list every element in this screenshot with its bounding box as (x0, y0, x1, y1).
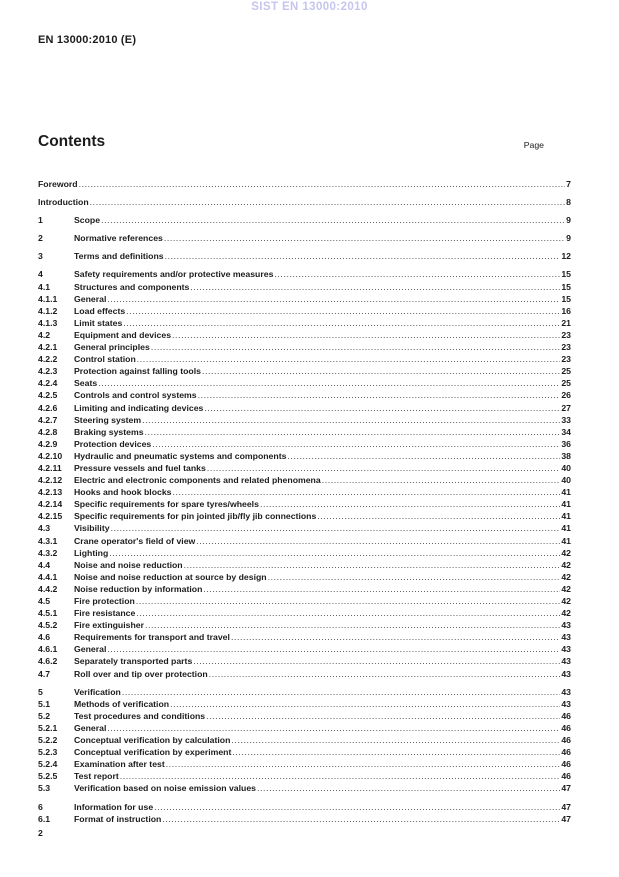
toc-entry-page: 34 (561, 426, 571, 437)
toc-entry-page: 42 (561, 608, 571, 619)
toc-entry-title: Normative references (74, 233, 163, 244)
toc-dot-leader (173, 486, 561, 498)
toc-entry-number: 4.2.14 (38, 499, 63, 510)
toc-entry-number: 4.2.3 (38, 366, 58, 377)
toc-entry-title: Roll over and tip over protection (74, 668, 208, 679)
toc-entry-page: 42 (561, 571, 571, 582)
toc-dot-leader (317, 510, 560, 522)
toc-entry[interactable] (38, 389, 571, 401)
toc-entry-title: Terms and definitions (74, 251, 164, 262)
toc-entry-page: 15 (561, 281, 571, 292)
toc-entry-page: 42 (561, 547, 571, 558)
toc-entry-page: 12 (561, 251, 571, 262)
toc-entry-number: 4.2.4 (38, 378, 58, 389)
toc-entry-number: 5.2.2 (38, 735, 58, 746)
toc-entry-number: 4.6.1 (38, 644, 58, 655)
toc-dot-leader (120, 770, 561, 782)
toc-entry-title: Verification based on noise emission values (74, 783, 257, 794)
toc-entry-number: 4.4 (38, 559, 51, 570)
toc-entry[interactable] (38, 305, 571, 317)
toc-entry-title: Specific requirements for pin jointed jib/fly jib connections (74, 511, 317, 522)
toc-dot-leader (107, 643, 560, 655)
toc-entry[interactable] (38, 486, 571, 498)
page-column-label: Page (523, 140, 544, 150)
toc-entry-page: 46 (561, 735, 571, 746)
toc-entry-number: 4.2.6 (38, 402, 58, 413)
toc-entry[interactable] (38, 232, 571, 244)
toc-dot-leader (145, 426, 561, 438)
toc-entry[interactable] (38, 734, 571, 746)
toc-dot-leader (209, 668, 561, 680)
contents-title: Contents (38, 133, 106, 150)
toc-dot-leader (274, 268, 560, 280)
toc-entry[interactable] (38, 462, 571, 474)
toc-entry-title: Conceptual verification by calculation (74, 735, 231, 746)
page-number: 2 (38, 828, 43, 838)
toc-entry[interactable] (38, 365, 571, 377)
toc-entry-number: 4.2.1 (38, 342, 58, 353)
toc-entry[interactable] (38, 377, 571, 389)
toc-entry-title: Fire extinguisher (74, 620, 145, 631)
toc-dot-leader (207, 462, 560, 474)
toc-entry[interactable] (38, 782, 571, 794)
toc-dot-leader (165, 250, 561, 262)
toc-entry-number: 6.1 (38, 813, 51, 824)
toc-entry-title: Scope (74, 215, 101, 226)
toc-dot-leader (137, 353, 561, 365)
toc-entry-title: Crane operator's field of view (74, 535, 196, 546)
toc-dot-leader (184, 559, 561, 571)
toc-entry[interactable] (38, 631, 571, 643)
toc-dot-leader (202, 365, 560, 377)
toc-entry-number: 4.3 (38, 523, 51, 534)
toc-entry-page: 15 (561, 269, 571, 280)
toc-entry-number: 4.2.9 (38, 438, 58, 449)
toc-dot-leader (196, 535, 560, 547)
toc-entry-page: 46 (561, 722, 571, 733)
toc-entry[interactable] (38, 547, 571, 559)
toc-entry-page: 41 (561, 487, 571, 498)
toc-dot-leader (111, 522, 561, 534)
toc-entry-title: Lighting (74, 547, 109, 558)
toc-entry[interactable] (38, 583, 571, 595)
toc-dot-leader (172, 329, 560, 341)
toc-dot-leader (193, 655, 560, 667)
toc-entry-page: 41 (561, 523, 571, 534)
toc-entry-page: 43 (561, 620, 571, 631)
toc-entry-page: 9 (566, 215, 571, 226)
toc-entry-page: 42 (561, 559, 571, 570)
toc-entry-number: 6 (38, 801, 43, 812)
toc-entry-title: Pressure vessels and fuel tanks (74, 462, 206, 473)
toc-entry-number: 4.2 (38, 329, 51, 340)
toc-entry-title: Limiting and indicating devices (74, 402, 204, 413)
toc-entry-number: 4.2.12 (38, 475, 63, 486)
toc-entry-title: Steering system (74, 414, 142, 425)
toc-dot-leader (136, 607, 560, 619)
toc-entry-title: General (74, 644, 107, 655)
toc-dot-leader (231, 734, 560, 746)
toc-entry-page: 42 (561, 596, 571, 606)
toc-entry-number: 5.3 (38, 783, 51, 794)
toc-entry-number: 4 (38, 269, 43, 280)
toc-entry-number: 5.2.5 (38, 771, 58, 782)
toc-entry-number: 2 (38, 233, 43, 244)
toc-entry-number: 4.2.15 (38, 511, 63, 522)
toc-entry-title: Fire resistance (74, 608, 136, 619)
toc-entry[interactable] (38, 178, 571, 190)
toc-entry-title: Test report (74, 771, 119, 782)
toc-entry-page: 16 (561, 305, 571, 316)
toc-entry-title: Hydraulic and pneumatic systems and components (74, 450, 287, 461)
toc-entry-page: 38 (561, 450, 571, 461)
toc-entry-page: 15 (561, 293, 571, 304)
toc-entry-page: 42 (561, 583, 571, 594)
toc-entry-number: 4.1.3 (38, 317, 58, 328)
toc-entry-title: Requirements for transport and travel (74, 632, 230, 643)
toc-entry-number: 5.1 (38, 698, 51, 709)
toc-entry-page: 47 (561, 783, 571, 794)
toc-entry-number: 4.6 (38, 632, 51, 643)
toc-dot-leader (164, 232, 565, 244)
toc-entry[interactable] (38, 770, 571, 782)
toc-dot-leader (122, 686, 560, 698)
toc-entry-title: Specific requirements for spare tyres/wheels (74, 499, 259, 510)
toc-entry-title: Examination after test (74, 759, 165, 770)
toc-entry-page: 43 (561, 668, 571, 679)
toc-entry[interactable] (38, 438, 571, 450)
toc-entry-title: General (74, 722, 107, 733)
toc-entry-number: 5.2.1 (38, 722, 58, 733)
toc-entry-page: 46 (561, 710, 571, 721)
toc-entry[interactable] (38, 281, 571, 293)
toc-entry-number: 4.2.5 (38, 390, 58, 401)
toc-dot-leader (90, 196, 565, 208)
toc-entry-number: 4.4.2 (38, 583, 58, 594)
toc-entry-number: 4.4.1 (38, 571, 58, 582)
toc-entry[interactable] (38, 655, 571, 667)
toc-entry-title: Protection devices (74, 438, 152, 449)
toc-entry[interactable] (38, 668, 571, 680)
toc-dot-leader (152, 438, 560, 450)
toc-entry-page: 25 (561, 366, 571, 377)
toc-entry-page: 43 (561, 644, 571, 655)
toc-entry[interactable] (38, 710, 571, 722)
toc-entry[interactable] (38, 607, 571, 619)
toc-entry-page: 27 (561, 402, 571, 413)
toc-entry[interactable] (38, 535, 571, 547)
toc-dot-leader (123, 317, 560, 329)
toc-entry[interactable] (38, 426, 571, 438)
toc-entry-page: 43 (561, 656, 571, 667)
toc-entry-page: 23 (561, 342, 571, 353)
toc-entry-title: Visibility (74, 523, 110, 534)
toc-dot-leader (322, 474, 561, 486)
toc-dot-leader (287, 450, 560, 462)
toc-entry-title: Methods of verification (74, 698, 170, 709)
toc-entry-page: 41 (561, 511, 571, 522)
toc-dot-leader (154, 801, 560, 813)
toc-entry-page: 46 (561, 747, 571, 758)
toc-dot-leader (142, 414, 560, 426)
toc-entry-page: 8 (566, 197, 571, 208)
toc-entry-title: Format of instruction (74, 813, 162, 824)
toc-entry-page: 40 (561, 462, 571, 473)
toc-entry-number: 4.5.1 (38, 608, 58, 619)
table-of-contents (38, 178, 571, 825)
toc-entry[interactable] (38, 414, 571, 426)
toc-entry[interactable] (38, 510, 571, 522)
toc-entry-title: Foreword (38, 179, 78, 189)
toc-entry-title: General (74, 293, 107, 304)
toc-entry-title: Separately transported parts (74, 656, 193, 667)
toc-dot-leader (232, 746, 560, 758)
toc-entry[interactable] (38, 268, 571, 280)
toc-dot-leader (206, 710, 560, 722)
toc-entry-number: 4.2.7 (38, 414, 58, 425)
toc-dot-leader (268, 571, 561, 583)
toc-entry-number: 4.2.11 (38, 462, 62, 473)
toc-entry-page: 23 (561, 329, 571, 340)
toc-dot-leader (107, 722, 560, 734)
toc-entry-title: Conceptual verification by experiment (74, 747, 232, 758)
toc-entry[interactable] (38, 801, 571, 813)
toc-dot-leader (203, 583, 560, 595)
toc-entry-number: 4.7 (38, 668, 51, 679)
toc-entry-number: 4.1 (38, 281, 51, 292)
toc-entry[interactable] (38, 317, 571, 329)
toc-dot-leader (170, 698, 560, 710)
toc-entry-title: Protection against falling tools (74, 366, 201, 377)
toc-entry[interactable] (38, 329, 571, 341)
toc-entry-page: 33 (561, 414, 571, 425)
toc-entry[interactable] (38, 758, 571, 770)
toc-entry[interactable] (38, 746, 571, 758)
toc-dot-leader (162, 813, 560, 825)
toc-entry-page: 40 (561, 475, 571, 486)
toc-entry-number: 4.2.13 (38, 487, 63, 498)
toc-entry[interactable] (38, 571, 571, 583)
toc-entry[interactable] (38, 686, 571, 698)
toc-entry-title: General principles (74, 342, 150, 353)
toc-entry[interactable] (38, 353, 571, 365)
toc-entry-page: 25 (561, 378, 571, 389)
toc-entry-title: Verification (74, 686, 121, 697)
toc-entry[interactable] (38, 498, 571, 510)
toc-dot-leader (231, 631, 560, 643)
toc-entry-title: Hooks and hook blocks (74, 487, 172, 498)
toc-entry-page: 46 (561, 759, 571, 770)
toc-entry-number: 4.2.10 (38, 450, 63, 461)
toc-entry-page: 26 (561, 390, 571, 401)
toc-entry[interactable] (38, 522, 571, 534)
toc-entry-title: Introduction (38, 197, 89, 208)
toc-entry-page: 41 (561, 535, 571, 546)
toc-entry-title: Equipment and devices (74, 329, 172, 340)
toc-entry-page: 47 (561, 813, 571, 824)
toc-entry-number: 3 (38, 251, 43, 262)
toc-entry-page: 43 (561, 698, 571, 709)
toc-entry-number: 5 (38, 686, 43, 697)
toc-entry-title: Electric and electronic components and related phenomena (74, 475, 321, 486)
toc-dot-leader (204, 402, 560, 414)
toc-dot-leader (101, 214, 565, 226)
toc-dot-leader (79, 178, 566, 190)
toc-entry-title: Noise reduction by information (74, 583, 203, 594)
toc-entry-number: 5.2.3 (38, 747, 58, 758)
toc-dot-leader (109, 547, 560, 559)
toc-entry[interactable] (38, 293, 571, 305)
toc-dot-leader (198, 389, 561, 401)
toc-entry-title: Fire protection (74, 596, 135, 606)
toc-entry[interactable] (38, 722, 571, 734)
toc-entry-number: 4.5.2 (38, 620, 58, 631)
toc-entry-number: 4.2.8 (38, 426, 58, 437)
toc-entry-number: 5.2.4 (38, 759, 58, 770)
toc-dot-leader (136, 595, 561, 607)
toc-entry-title: Seats (74, 378, 98, 389)
toc-entry[interactable] (38, 402, 571, 414)
toc-entry[interactable] (38, 196, 571, 208)
toc-entry-title: Noise and noise reduction (74, 559, 183, 570)
toc-entry-title: Limit states (74, 317, 123, 328)
toc-entry[interactable] (38, 559, 571, 571)
toc-entry-page: 7 (566, 179, 571, 189)
toc-entry-number: 4.2.2 (38, 354, 58, 365)
toc-dot-leader (107, 293, 560, 305)
toc-entry-page: 41 (561, 499, 571, 510)
document-reference: EN 13000:2010 (E) (38, 34, 137, 46)
toc-entry-page: 47 (561, 801, 571, 812)
toc-entry-title: Load effects (74, 305, 126, 316)
toc-entry[interactable] (38, 341, 571, 353)
toc-dot-leader (190, 281, 560, 293)
toc-entry-title: Structures and components (74, 281, 190, 292)
toc-entry-number: 5.2 (38, 710, 51, 721)
toc-entry-number: 4.3.1 (38, 535, 58, 546)
toc-entry[interactable] (38, 214, 571, 226)
toc-entry-title: Braking systems (74, 426, 144, 437)
toc-entry-page: 46 (561, 771, 571, 782)
toc-entry-title: Control station (74, 354, 136, 365)
toc-entry-page: 23 (561, 354, 571, 365)
toc-entry-number: 4.1.2 (38, 305, 58, 316)
toc-entry-title: Controls and control systems (74, 390, 197, 401)
toc-entry[interactable] (38, 619, 571, 631)
toc-dot-leader (126, 305, 560, 317)
toc-entry-number: 4.3.2 (38, 547, 58, 558)
toc-entry-title: Test procedures and conditions (74, 710, 206, 721)
toc-entry[interactable] (38, 474, 571, 486)
contents-header (38, 133, 571, 151)
toc-entry-page: 36 (561, 438, 571, 449)
toc-dot-leader (166, 758, 561, 770)
toc-dot-leader (257, 782, 560, 794)
toc-entry-title: Noise and noise reduction at source by design (74, 571, 267, 582)
toc-dot-leader (151, 341, 561, 353)
toc-dot-leader (98, 377, 560, 389)
toc-entry-page: 43 (561, 686, 571, 697)
toc-entry-number: 1 (38, 215, 43, 226)
toc-entry-page: 43 (561, 632, 571, 643)
toc-entry-page: 21 (561, 317, 571, 328)
toc-entry[interactable] (38, 595, 571, 607)
toc-entry-page: 9 (566, 233, 571, 244)
toc-entry-number: 4.6.2 (38, 656, 58, 667)
toc-entry-title: Safety requirements and/or protective measures (74, 269, 274, 280)
toc-entry-number: 4.5 (38, 596, 51, 606)
sist-watermark-text: SIST EN 13000:2010 (251, 1, 368, 13)
toc-entry[interactable] (38, 698, 571, 710)
toc-entry-title: Information for use (74, 801, 154, 812)
toc-entry[interactable] (38, 250, 571, 262)
toc-entry[interactable] (38, 643, 571, 655)
toc-dot-leader (260, 498, 560, 510)
toc-entry-number: 4.1.1 (38, 293, 58, 304)
toc-entry[interactable] (38, 813, 571, 825)
toc-entry[interactable] (38, 450, 571, 462)
toc-dot-leader (145, 619, 560, 631)
